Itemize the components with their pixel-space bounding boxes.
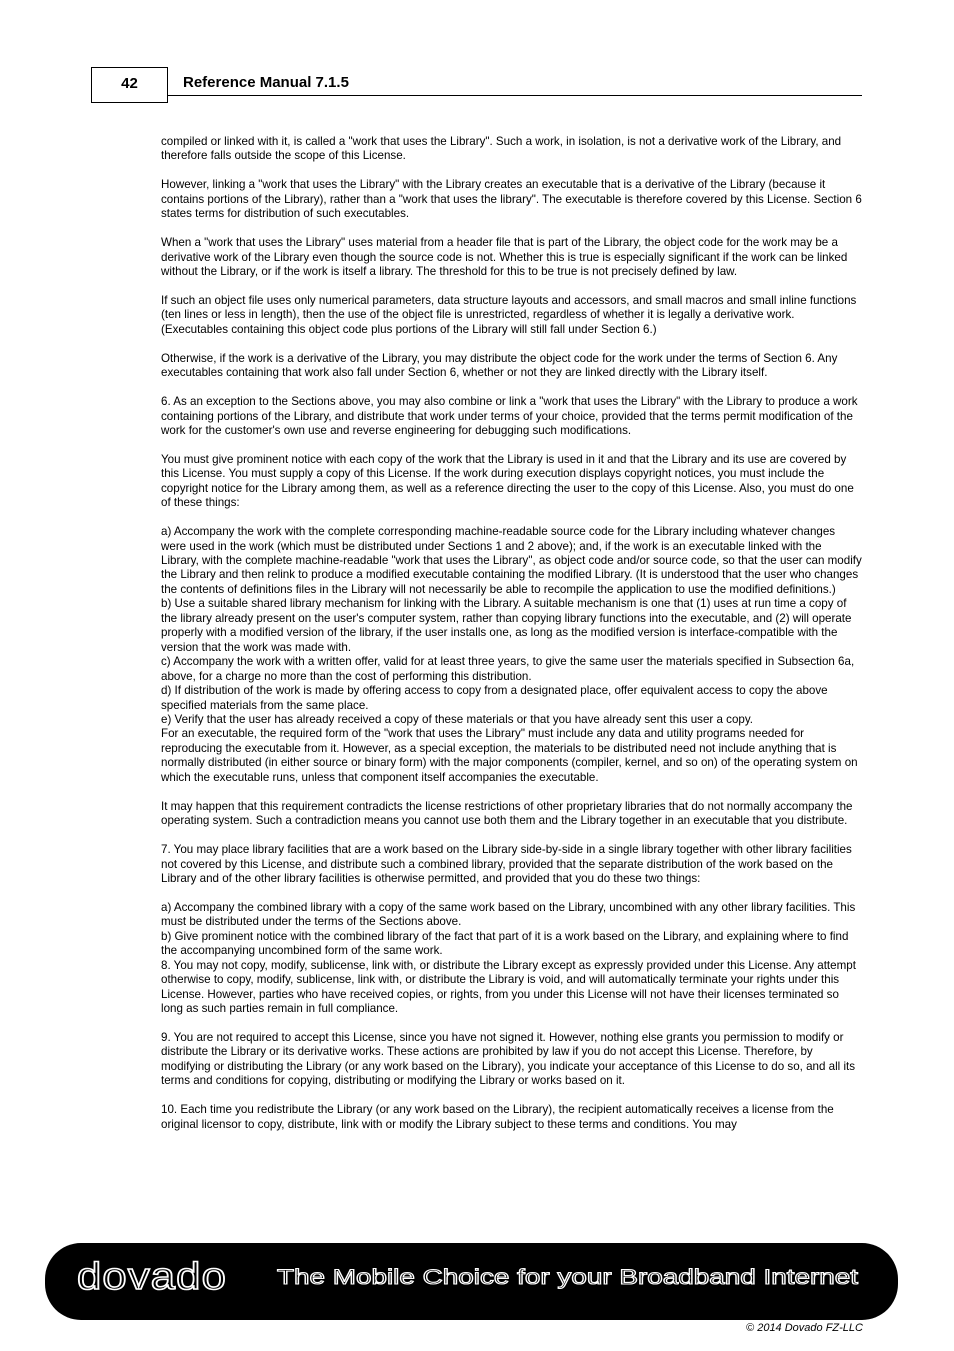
dovado-logo: dovado — [77, 1256, 227, 1298]
paragraph: 9. You are not required to accept this License, since you have not signed it. However, nothing else grants you permission to modify or distribute the Library or its derivative works. These actions are prohibited by law if you do not accept this License. Therefore, by modifying or distributing the Library (or any work based on the Library), you indicate your acceptance of this License to do so, and all its terms and conditions for copying, distributing or modifying the Library or works based on it. — [161, 1030, 856, 1088]
paragraph: 7. You may place library facilities that are a work based on the Library side-by-side in a single library together with other library facilities not covered by this License, and distribute such a combined library, provided that the separate distribution of the work based on the Library and of the other library facilities is otherwise permitted, and provided that you do these two things: — [161, 843, 852, 885]
footer-tagline: The Mobile Choice for your Broadband Internet — [277, 1266, 859, 1289]
list-item: b) Use a suitable shared library mechanism for linking with the Library. A suitable mechanism is one that (1) uses at run time a copy of the library already present on the user's computer system, rather than copying library functions into the executable, and (2) will operate properly with a modified version of the library, if the user installs one, as long as the modified version is interface-compatible with the version that the work was made with. — [161, 597, 852, 654]
page-number: 42 — [91, 67, 168, 103]
copyright-notice: © 2014 Dovado FZ-LLC — [746, 1322, 863, 1334]
paragraph: 10. Each time you redistribute the Library (or any work based on the Library), the recipient automatically receives a license from the original licensor to copy, distribute, link with or modify the Library subject to these terms and conditions. You may — [161, 1103, 834, 1131]
list-item: d) If distribution of the work is made by offering access to copy from a designated place, offer equivalent access to copy the above specified materials from the same place. — [161, 684, 828, 712]
footer-banner-graphic — [45, 1243, 898, 1320]
paragraph: Otherwise, if the work is a derivative of the Library, you may distribute the object code for the work under the terms of Section 6. Any executables containing that work also fall under Section 6, whether or not they are linked directly with the Library itself. — [161, 351, 838, 380]
list-item: e) Verify that the user has already received a copy of these materials or that you have already sent this user a copy. — [161, 713, 754, 727]
paragraph: When a "work that uses the Library" uses material from a header file that is part of the Library, the object code for the work may be a derivative work of the Library even though the source code is not. Whether this is true is especially significant if the work can be linked without the Library, or if the work is itself a library. The threshold for this to be true is not precisely defined by law. — [161, 236, 848, 279]
list-item: a) Accompany the work with the complete corresponding machine-readable source code for the Library including whatever changes were used in the work (which must be distributed under Sections 1 and 2 above); and, if the work is an executable linked with the Library, with the complete machine-readable "work that uses the Library", as object code and/or source code, so that the user can modify the Library and then relink to produce a modified executable containing the modified Library. (It is understood that the user who changes the contents of definitions files in the Library will not necessarily be able to recompile the application to use the modified definitions.) — [161, 525, 862, 596]
list-item: c) Accompany the work with a written offer, valid for at least three years, to give the same user the materials specified in Subsection 6a, above, for a charge no more than the cost of performing this distribution. — [161, 655, 855, 683]
paragraph: However, linking a "work that uses the Library" with the Library creates an executable that is a derivative of the Library (because it contains portions of the Library), rather than a "work that uses the library". The executable is therefore covered by this License. Section 6 states terms for distribution of such executables. — [161, 178, 862, 221]
paragraph: compiled or linked with it, is called a "work that uses the Library". Such a work, in isolation, is not a derivative work of the Library, and therefore falls outside the scope of this License. — [161, 135, 842, 163]
running-header-title: Reference Manual 7.1.5 — [183, 74, 349, 91]
list-item: b) Give prominent notice with the combined library of the fact that part of it is a work based on the Library, and explaining where to find the accompanying uncombined form of the same work. — [161, 929, 849, 958]
paragraph: 8. You may not copy, modify, sublicense, link with, or distribute the Library except as expressly provided under this License. Any attempt otherwise to copy, modify, sublicense, link with, or distribute the Library is void, and will automatically terminate your rights under this License. However, parties who have received copies, or rights, from you under this License will not have their licenses terminated so long as such parties remain in full compliance. — [161, 958, 856, 1016]
paragraph: If such an object file uses only numerical parameters, data structure layouts and accessors, and small macros and small inline functions (ten lines or less in length), then the use of the object file is unrestricted, regardless of whether it is legally a derivative work. (Executables containing this object code plus portions of the Library will still fall under Section 6.) — [161, 293, 857, 336]
list-item: a) Accompany the combined library with a copy of the same work based on the Library, uncombined with any other library facilities. This must be distributed under the terms of the Sections above. — [161, 900, 856, 929]
paragraph: For an executable, the required form of the "work that uses the Library" must include any data and utility programs needed for reproducing the executable from it. However, as a special exception, the materials to be distributed need not include anything that is normally distributed (in either source or binary form) with the major components (compiler, kernel, and so on) of the operating system on which the executable runs, unless that component itself accompanies the executable. — [161, 727, 858, 784]
footer-banner — [45, 1243, 898, 1320]
header-rule — [168, 95, 862, 96]
paragraph: It may happen that this requirement contradicts the license restrictions of other proprietary libraries that do not normally accompany the operating system. Such a contradiction means you cannot use both them and the Library together in an executable that you distribute. — [161, 799, 853, 828]
page-body — [161, 135, 862, 1132]
paragraph: You must give prominent notice with each copy of the work that the Library is used in it and that the Library and its use are covered by this License. You must supply a copy of this License. If the work during execution displays copyright notices, you must include the copyright notice for the Library among them, as well as a reference directing the user to the copy of this License. Also, you must do one of these things: — [161, 452, 854, 510]
paragraph: 6. As an exception to the Sections above, you may also combine or link a "work that uses the Library" with the Library to produce a work containing portions of the Library, and distribute that work under terms of your choice, provided that the terms permit modification of the work for the customer's own use and reverse engineering for debugging such modifications. — [161, 395, 858, 437]
